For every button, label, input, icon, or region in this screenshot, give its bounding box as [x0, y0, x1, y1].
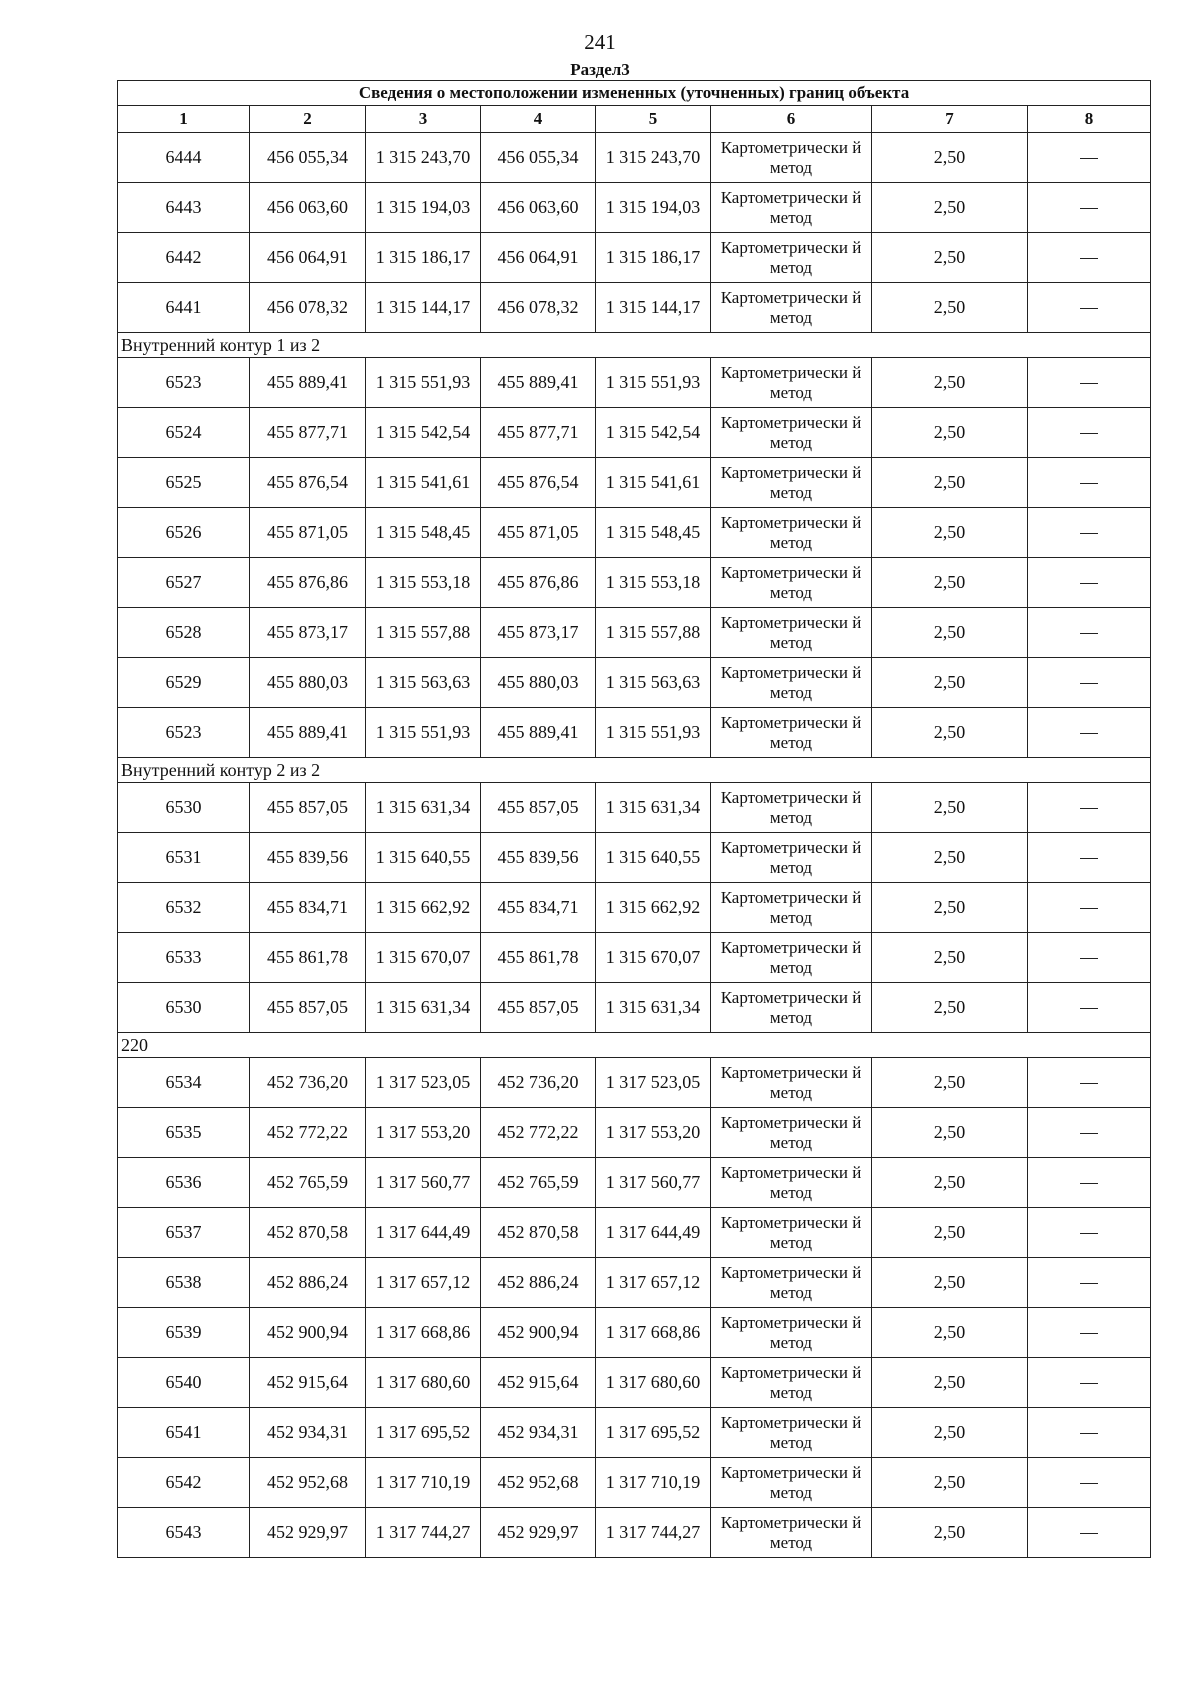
- table-caption: Сведения о местоположении измененных (уточненных) границ объекта: [118, 81, 1151, 106]
- y-coordinate-cell: 1 317 680,60: [596, 1358, 711, 1408]
- contour-label: 220: [118, 1033, 1151, 1058]
- dash-mark: [1080, 1533, 1098, 1534]
- y-coordinate-cell: 1 317 560,77: [596, 1158, 711, 1208]
- x-coordinate-cell: 455 834,71: [250, 883, 366, 933]
- column-8-cell: [1028, 183, 1151, 233]
- accuracy-cell: 2,50: [872, 783, 1028, 833]
- dash-mark: [1080, 1383, 1098, 1384]
- point-number-cell: 6444: [118, 133, 250, 183]
- point-number-cell: 6541: [118, 1408, 250, 1458]
- column-8-cell: [1028, 1208, 1151, 1258]
- table-row: [118, 1108, 1151, 1158]
- y-coordinate-cell: 1 315 553,18: [596, 558, 711, 608]
- table-row: [118, 1258, 1151, 1308]
- point-number-cell: 6535: [118, 1108, 250, 1158]
- y-coordinate-cell: 1 315 551,93: [366, 358, 481, 408]
- column-8-cell: [1028, 133, 1151, 183]
- table-row: [118, 1508, 1151, 1558]
- point-number-cell: 6528: [118, 608, 250, 658]
- table-row: [118, 1208, 1151, 1258]
- column-number: 3: [366, 106, 481, 133]
- point-number-cell: 6543: [118, 1508, 250, 1558]
- y-coordinate-cell: 1 317 644,49: [596, 1208, 711, 1258]
- y-coordinate-cell: 1 315 563,63: [366, 658, 481, 708]
- x-coordinate-cell: 452 736,20: [481, 1058, 596, 1108]
- table-row: [118, 233, 1151, 283]
- column-8-cell: [1028, 1458, 1151, 1508]
- dash-mark: [1080, 308, 1098, 309]
- method-cell: Картометрически й метод: [711, 358, 872, 408]
- method-cell: Картометрически й метод: [711, 233, 872, 283]
- accuracy-cell: 2,50: [872, 708, 1028, 758]
- x-coordinate-cell: 455 877,71: [481, 408, 596, 458]
- y-coordinate-cell: 1 317 668,86: [596, 1308, 711, 1358]
- x-coordinate-cell: 452 929,97: [481, 1508, 596, 1558]
- dash-mark: [1080, 958, 1098, 959]
- contour-label-row: [118, 333, 1151, 358]
- column-8-cell: [1028, 1358, 1151, 1408]
- y-coordinate-cell: 1 315 563,63: [596, 658, 711, 708]
- dash-mark: [1080, 258, 1098, 259]
- column-number-row: [118, 106, 1151, 133]
- contour-label-row: [118, 1033, 1151, 1058]
- y-coordinate-cell: 1 317 744,27: [596, 1508, 711, 1558]
- x-coordinate-cell: 452 886,24: [481, 1258, 596, 1308]
- x-coordinate-cell: 455 876,86: [481, 558, 596, 608]
- point-number-cell: 6536: [118, 1158, 250, 1208]
- method-cell: Картометрически й метод: [711, 558, 872, 608]
- x-coordinate-cell: 455 889,41: [250, 358, 366, 408]
- y-coordinate-cell: 1 315 551,93: [596, 358, 711, 408]
- dash-mark: [1080, 383, 1098, 384]
- column-8-cell: [1028, 283, 1151, 333]
- contour-label-row: [118, 758, 1151, 783]
- y-coordinate-cell: 1 317 657,12: [596, 1258, 711, 1308]
- column-8-cell: [1028, 408, 1151, 458]
- y-coordinate-cell: 1 315 186,17: [596, 233, 711, 283]
- method-cell: Картометрически й метод: [711, 783, 872, 833]
- dash-mark: [1080, 1183, 1098, 1184]
- x-coordinate-cell: 455 876,54: [481, 458, 596, 508]
- y-coordinate-cell: 1 315 631,34: [596, 783, 711, 833]
- y-coordinate-cell: 1 315 186,17: [366, 233, 481, 283]
- column-8-cell: [1028, 358, 1151, 408]
- point-number-cell: 6526: [118, 508, 250, 558]
- x-coordinate-cell: 452 736,20: [250, 1058, 366, 1108]
- column-8-cell: [1028, 833, 1151, 883]
- method-cell: Картометрически й метод: [711, 933, 872, 983]
- x-coordinate-cell: 452 772,22: [481, 1108, 596, 1158]
- point-number-cell: 6542: [118, 1458, 250, 1508]
- x-coordinate-cell: 452 934,31: [481, 1408, 596, 1458]
- y-coordinate-cell: 1 315 631,34: [366, 983, 481, 1033]
- accuracy-cell: 2,50: [872, 1108, 1028, 1158]
- point-number-cell: 6443: [118, 183, 250, 233]
- point-number-cell: 6530: [118, 783, 250, 833]
- x-coordinate-cell: 452 765,59: [481, 1158, 596, 1208]
- table-row: [118, 783, 1151, 833]
- column-8-cell: [1028, 1308, 1151, 1358]
- accuracy-cell: 2,50: [872, 1308, 1028, 1358]
- x-coordinate-cell: 455 877,71: [250, 408, 366, 458]
- x-coordinate-cell: 455 857,05: [250, 983, 366, 1033]
- accuracy-cell: 2,50: [872, 1408, 1028, 1458]
- x-coordinate-cell: 455 889,41: [481, 358, 596, 408]
- y-coordinate-cell: 1 317 710,19: [366, 1458, 481, 1508]
- x-coordinate-cell: 456 064,91: [250, 233, 366, 283]
- y-coordinate-cell: 1 317 523,05: [596, 1058, 711, 1108]
- y-coordinate-cell: 1 315 557,88: [366, 608, 481, 658]
- dash-mark: [1080, 633, 1098, 634]
- column-8-cell: [1028, 458, 1151, 508]
- y-coordinate-cell: 1 315 243,70: [366, 133, 481, 183]
- dash-mark: [1080, 158, 1098, 159]
- y-coordinate-cell: 1 315 541,61: [366, 458, 481, 508]
- column-number: 8: [1028, 106, 1151, 133]
- method-cell: Картометрически й метод: [711, 1458, 872, 1508]
- point-number-cell: 6441: [118, 283, 250, 333]
- accuracy-cell: 2,50: [872, 1258, 1028, 1308]
- x-coordinate-cell: 455 861,78: [250, 933, 366, 983]
- table-row: [118, 408, 1151, 458]
- table-body: [118, 133, 1151, 1558]
- column-8-cell: [1028, 1158, 1151, 1208]
- table-row: [118, 283, 1151, 333]
- contour-label: Внутренний контур 2 из 2: [118, 758, 1151, 783]
- column-8-cell: [1028, 1058, 1151, 1108]
- section-title: Раздел3: [570, 60, 630, 79]
- x-coordinate-cell: 455 873,17: [481, 608, 596, 658]
- method-cell: Картометрически й метод: [711, 1108, 872, 1158]
- y-coordinate-cell: 1 317 553,20: [366, 1108, 481, 1158]
- y-coordinate-cell: 1 315 640,55: [366, 833, 481, 883]
- y-coordinate-cell: 1 317 695,52: [596, 1408, 711, 1458]
- table-row: [118, 1408, 1151, 1458]
- point-number-cell: 6540: [118, 1358, 250, 1408]
- column-number: 6: [711, 106, 872, 133]
- x-coordinate-cell: 456 078,32: [250, 283, 366, 333]
- method-cell: Картометрически й метод: [711, 133, 872, 183]
- method-cell: Картометрически й метод: [711, 833, 872, 883]
- accuracy-cell: 2,50: [872, 133, 1028, 183]
- method-cell: Картометрически й метод: [711, 883, 872, 933]
- x-coordinate-cell: 456 063,60: [481, 183, 596, 233]
- method-cell: Картометрически й метод: [711, 508, 872, 558]
- column-number: 4: [481, 106, 596, 133]
- y-coordinate-cell: 1 315 144,17: [596, 283, 711, 333]
- method-cell: Картометрически й метод: [711, 183, 872, 233]
- dash-mark: [1080, 808, 1098, 809]
- y-coordinate-cell: 1 315 662,92: [596, 883, 711, 933]
- column-8-cell: [1028, 1408, 1151, 1458]
- y-coordinate-cell: 1 317 744,27: [366, 1508, 481, 1558]
- dash-mark: [1080, 583, 1098, 584]
- x-coordinate-cell: 455 834,71: [481, 883, 596, 933]
- column-8-cell: [1028, 658, 1151, 708]
- x-coordinate-cell: 455 857,05: [250, 783, 366, 833]
- x-coordinate-cell: 452 952,68: [481, 1458, 596, 1508]
- x-coordinate-cell: 452 915,64: [481, 1358, 596, 1408]
- x-coordinate-cell: 456 063,60: [250, 183, 366, 233]
- x-coordinate-cell: 455 871,05: [250, 508, 366, 558]
- table-row: [118, 508, 1151, 558]
- accuracy-cell: 2,50: [872, 283, 1028, 333]
- y-coordinate-cell: 1 317 680,60: [366, 1358, 481, 1408]
- table-row: [118, 608, 1151, 658]
- accuracy-cell: 2,50: [872, 608, 1028, 658]
- column-8-cell: [1028, 608, 1151, 658]
- point-number-cell: 6525: [118, 458, 250, 508]
- column-number: 7: [872, 106, 1028, 133]
- accuracy-cell: 2,50: [872, 558, 1028, 608]
- y-coordinate-cell: 1 317 657,12: [366, 1258, 481, 1308]
- x-coordinate-cell: 455 876,54: [250, 458, 366, 508]
- table-row: [118, 933, 1151, 983]
- x-coordinate-cell: 455 889,41: [250, 708, 366, 758]
- column-8-cell: [1028, 883, 1151, 933]
- accuracy-cell: 2,50: [872, 508, 1028, 558]
- y-coordinate-cell: 1 317 553,20: [596, 1108, 711, 1158]
- x-coordinate-cell: 455 839,56: [481, 833, 596, 883]
- x-coordinate-cell: 455 876,86: [250, 558, 366, 608]
- table-row: [118, 358, 1151, 408]
- table-row: [118, 983, 1151, 1033]
- y-coordinate-cell: 1 315 542,54: [366, 408, 481, 458]
- dash-mark: [1080, 1333, 1098, 1334]
- dash-mark: [1080, 1433, 1098, 1434]
- y-coordinate-cell: 1 317 668,86: [366, 1308, 481, 1358]
- y-coordinate-cell: 1 315 631,34: [366, 783, 481, 833]
- table-row: [118, 833, 1151, 883]
- accuracy-cell: 2,50: [872, 358, 1028, 408]
- column-8-cell: [1028, 1508, 1151, 1558]
- column-8-cell: [1028, 983, 1151, 1033]
- x-coordinate-cell: 456 078,32: [481, 283, 596, 333]
- point-number-cell: 6529: [118, 658, 250, 708]
- y-coordinate-cell: 1 315 631,34: [596, 983, 711, 1033]
- y-coordinate-cell: 1 315 548,45: [596, 508, 711, 558]
- column-8-cell: [1028, 1108, 1151, 1158]
- x-coordinate-cell: 455 880,03: [250, 658, 366, 708]
- accuracy-cell: 2,50: [872, 983, 1028, 1033]
- table-row: [118, 558, 1151, 608]
- dash-mark: [1080, 733, 1098, 734]
- column-8-cell: [1028, 508, 1151, 558]
- y-coordinate-cell: 1 315 548,45: [366, 508, 481, 558]
- column-8-cell: [1028, 933, 1151, 983]
- x-coordinate-cell: 455 889,41: [481, 708, 596, 758]
- method-cell: Картометрически й метод: [711, 1508, 872, 1558]
- x-coordinate-cell: 455 857,05: [481, 783, 596, 833]
- y-coordinate-cell: 1 315 194,03: [366, 183, 481, 233]
- contour-label: Внутренний контур 1 из 2: [118, 333, 1151, 358]
- method-cell: Картометрически й метод: [711, 1308, 872, 1358]
- x-coordinate-cell: 456 064,91: [481, 233, 596, 283]
- page-number: 241: [584, 30, 616, 54]
- dash-mark: [1080, 1083, 1098, 1084]
- column-number: 5: [596, 106, 711, 133]
- point-number-cell: 6527: [118, 558, 250, 608]
- point-number-cell: 6537: [118, 1208, 250, 1258]
- y-coordinate-cell: 1 315 551,93: [366, 708, 481, 758]
- y-coordinate-cell: 1 315 557,88: [596, 608, 711, 658]
- x-coordinate-cell: 452 900,94: [250, 1308, 366, 1358]
- accuracy-cell: 2,50: [872, 1208, 1028, 1258]
- table-row: [118, 1358, 1151, 1408]
- point-number-cell: 6531: [118, 833, 250, 883]
- accuracy-cell: 2,50: [872, 658, 1028, 708]
- method-cell: Картометрически й метод: [711, 458, 872, 508]
- dash-mark: [1080, 858, 1098, 859]
- y-coordinate-cell: 1 315 542,54: [596, 408, 711, 458]
- point-number-cell: 6532: [118, 883, 250, 933]
- method-cell: Картометрически й метод: [711, 1358, 872, 1408]
- y-coordinate-cell: 1 315 243,70: [596, 133, 711, 183]
- method-cell: Картометрически й метод: [711, 983, 872, 1033]
- column-8-cell: [1028, 1258, 1151, 1308]
- x-coordinate-cell: 452 765,59: [250, 1158, 366, 1208]
- x-coordinate-cell: 452 772,22: [250, 1108, 366, 1158]
- dash-mark: [1080, 1283, 1098, 1284]
- column-number: 1: [118, 106, 250, 133]
- column-8-cell: [1028, 558, 1151, 608]
- x-coordinate-cell: 455 873,17: [250, 608, 366, 658]
- accuracy-cell: 2,50: [872, 233, 1028, 283]
- dash-mark: [1080, 208, 1098, 209]
- point-number-cell: 6534: [118, 1058, 250, 1108]
- y-coordinate-cell: 1 315 553,18: [366, 558, 481, 608]
- point-number-cell: 6538: [118, 1258, 250, 1308]
- method-cell: Картометрически й метод: [711, 658, 872, 708]
- method-cell: Картометрически й метод: [711, 1258, 872, 1308]
- y-coordinate-cell: 1 315 670,07: [596, 933, 711, 983]
- y-coordinate-cell: 1 317 644,49: [366, 1208, 481, 1258]
- column-8-cell: [1028, 233, 1151, 283]
- column-number: 2: [250, 106, 366, 133]
- boundary-coordinates-table: [117, 80, 1151, 1558]
- method-cell: Картометрически й метод: [711, 1058, 872, 1108]
- table-row: [118, 708, 1151, 758]
- x-coordinate-cell: 455 839,56: [250, 833, 366, 883]
- column-8-cell: [1028, 783, 1151, 833]
- point-number-cell: 6442: [118, 233, 250, 283]
- dash-mark: [1080, 1233, 1098, 1234]
- point-number-cell: 6533: [118, 933, 250, 983]
- accuracy-cell: 2,50: [872, 1458, 1028, 1508]
- x-coordinate-cell: 452 929,97: [250, 1508, 366, 1558]
- y-coordinate-cell: 1 317 695,52: [366, 1408, 481, 1458]
- point-number-cell: 6530: [118, 983, 250, 1033]
- column-8-cell: [1028, 708, 1151, 758]
- x-coordinate-cell: 455 857,05: [481, 983, 596, 1033]
- table-row: [118, 183, 1151, 233]
- method-cell: Картометрически й метод: [711, 708, 872, 758]
- x-coordinate-cell: 452 900,94: [481, 1308, 596, 1358]
- table-row: [118, 883, 1151, 933]
- x-coordinate-cell: 455 871,05: [481, 508, 596, 558]
- method-cell: Картометрически й метод: [711, 1408, 872, 1458]
- accuracy-cell: 2,50: [872, 1058, 1028, 1108]
- accuracy-cell: 2,50: [872, 458, 1028, 508]
- accuracy-cell: 2,50: [872, 1158, 1028, 1208]
- method-cell: Картометрически й метод: [711, 283, 872, 333]
- dash-mark: [1080, 683, 1098, 684]
- accuracy-cell: 2,50: [872, 1358, 1028, 1408]
- x-coordinate-cell: 455 861,78: [481, 933, 596, 983]
- point-number-cell: 6539: [118, 1308, 250, 1358]
- y-coordinate-cell: 1 315 662,92: [366, 883, 481, 933]
- x-coordinate-cell: 456 055,34: [250, 133, 366, 183]
- point-number-cell: 6523: [118, 358, 250, 408]
- table-row: [118, 1458, 1151, 1508]
- dash-mark: [1080, 483, 1098, 484]
- dash-mark: [1080, 433, 1098, 434]
- method-cell: Картометрически й метод: [711, 1158, 872, 1208]
- dash-mark: [1080, 908, 1098, 909]
- table-row: [118, 1158, 1151, 1208]
- method-cell: Картометрически й метод: [711, 408, 872, 458]
- y-coordinate-cell: 1 315 670,07: [366, 933, 481, 983]
- dash-mark: [1080, 533, 1098, 534]
- method-cell: Картометрически й метод: [711, 1208, 872, 1258]
- y-coordinate-cell: 1 315 551,93: [596, 708, 711, 758]
- point-number-cell: 6524: [118, 408, 250, 458]
- method-cell: Картометрически й метод: [711, 608, 872, 658]
- table-row: [118, 658, 1151, 708]
- table-row: [118, 1058, 1151, 1108]
- y-coordinate-cell: 1 317 523,05: [366, 1058, 481, 1108]
- point-number-cell: 6523: [118, 708, 250, 758]
- x-coordinate-cell: 452 870,58: [481, 1208, 596, 1258]
- dash-mark: [1080, 1133, 1098, 1134]
- y-coordinate-cell: 1 317 560,77: [366, 1158, 481, 1208]
- table-row: [118, 1308, 1151, 1358]
- accuracy-cell: 2,50: [872, 833, 1028, 883]
- x-coordinate-cell: 456 055,34: [481, 133, 596, 183]
- dash-mark: [1080, 1008, 1098, 1009]
- table-row: [118, 458, 1151, 508]
- x-coordinate-cell: 452 934,31: [250, 1408, 366, 1458]
- y-coordinate-cell: 1 315 541,61: [596, 458, 711, 508]
- y-coordinate-cell: 1 315 144,17: [366, 283, 481, 333]
- y-coordinate-cell: 1 317 710,19: [596, 1458, 711, 1508]
- x-coordinate-cell: 452 870,58: [250, 1208, 366, 1258]
- x-coordinate-cell: 452 952,68: [250, 1458, 366, 1508]
- y-coordinate-cell: 1 315 640,55: [596, 833, 711, 883]
- x-coordinate-cell: 452 886,24: [250, 1258, 366, 1308]
- accuracy-cell: 2,50: [872, 408, 1028, 458]
- table-row: [118, 133, 1151, 183]
- accuracy-cell: 2,50: [872, 1508, 1028, 1558]
- y-coordinate-cell: 1 315 194,03: [596, 183, 711, 233]
- accuracy-cell: 2,50: [872, 883, 1028, 933]
- accuracy-cell: 2,50: [872, 183, 1028, 233]
- accuracy-cell: 2,50: [872, 933, 1028, 983]
- x-coordinate-cell: 455 880,03: [481, 658, 596, 708]
- dash-mark: [1080, 1483, 1098, 1484]
- x-coordinate-cell: 452 915,64: [250, 1358, 366, 1408]
